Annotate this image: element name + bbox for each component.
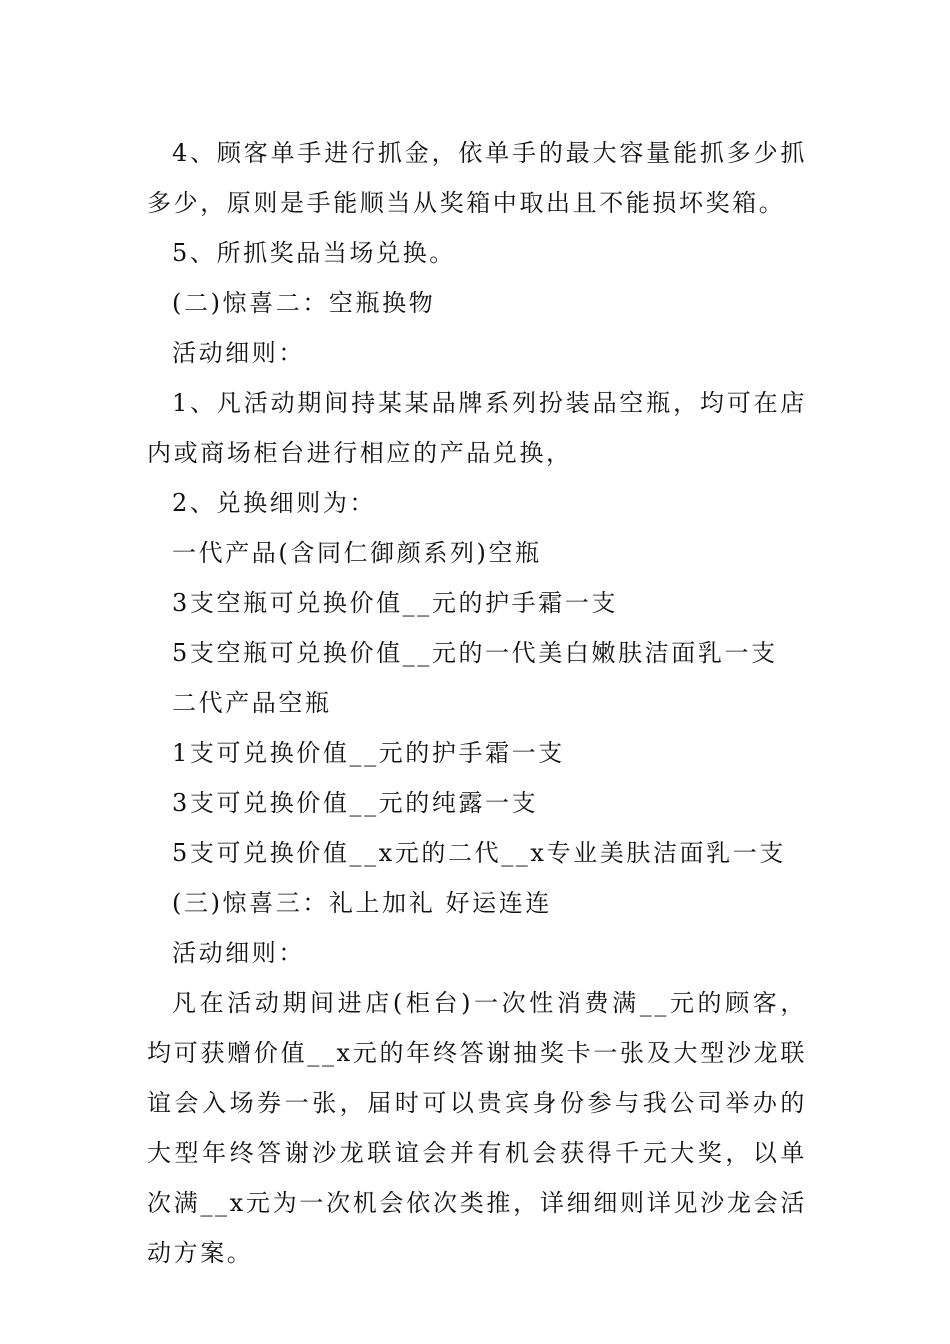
- line-first-gen-3-bottles: 3支空瓶可兑换价值__元的护手霜一支: [172, 589, 619, 617]
- line-second-gen-empty-bottles: 二代产品空瓶: [172, 689, 332, 717]
- paragraph-exchange-rule-2: 2、兑换细则为：: [172, 489, 377, 517]
- line-second-gen-1-bottle: 1支可兑换价值__元的护手霜一支: [172, 739, 565, 767]
- line-second-gen-3-bottles: 3支可兑换价值__元的纯露一支: [172, 789, 539, 817]
- document-body: [147, 128, 807, 1278]
- paragraph-rule-5: 5、所抓奖品当场兑换。: [172, 239, 456, 267]
- section-heading-surprise-2: (二)惊喜二：空瓶换物: [172, 289, 436, 317]
- paragraph-surprise-3-details: 凡在活动期间进店(柜台)一次性消费满__元的顾客，均可获赠价值__x元的年终答谢抽奖卡一张及大型沙龙联谊会入场券一张，届时可以贵宾身份参与我公司举办的大型年终答谢沙龙联谊会并有机会获得千元大奖，以单次满__x元为一次机会依次类推，详细细则详见沙龙会活动方案。: [147, 989, 807, 1267]
- subheading-activity-rules: 活动细则：: [172, 339, 305, 367]
- paragraph-rule-4: 4、顾客单手进行抓金，依单手的最大容量能抓多少抓多少，原则是手能顺当从奖箱中取出且不能损坏奖箱。: [147, 139, 807, 217]
- section-heading-surprise-3: (三)惊喜三：礼上加礼 好运连连: [172, 889, 552, 917]
- line-first-gen-empty-bottles: 一代产品(含同仁御颜系列)空瓶: [172, 539, 542, 567]
- line-second-gen-5-bottles: 5支可兑换价值__x元的二代__x专业美肤洁面乳一支: [172, 839, 786, 867]
- paragraph-exchange-rule-1: 1、凡活动期间持某某品牌系列扮装品空瓶，均可在店内或商场柜台进行相应的产品兑换，: [147, 389, 807, 467]
- subheading-activity-rules-2: 活动细则：: [172, 939, 305, 967]
- line-first-gen-5-bottles: 5支空瓶可兑换价值__元的一代美白嫩肤洁面乳一支: [172, 639, 778, 667]
